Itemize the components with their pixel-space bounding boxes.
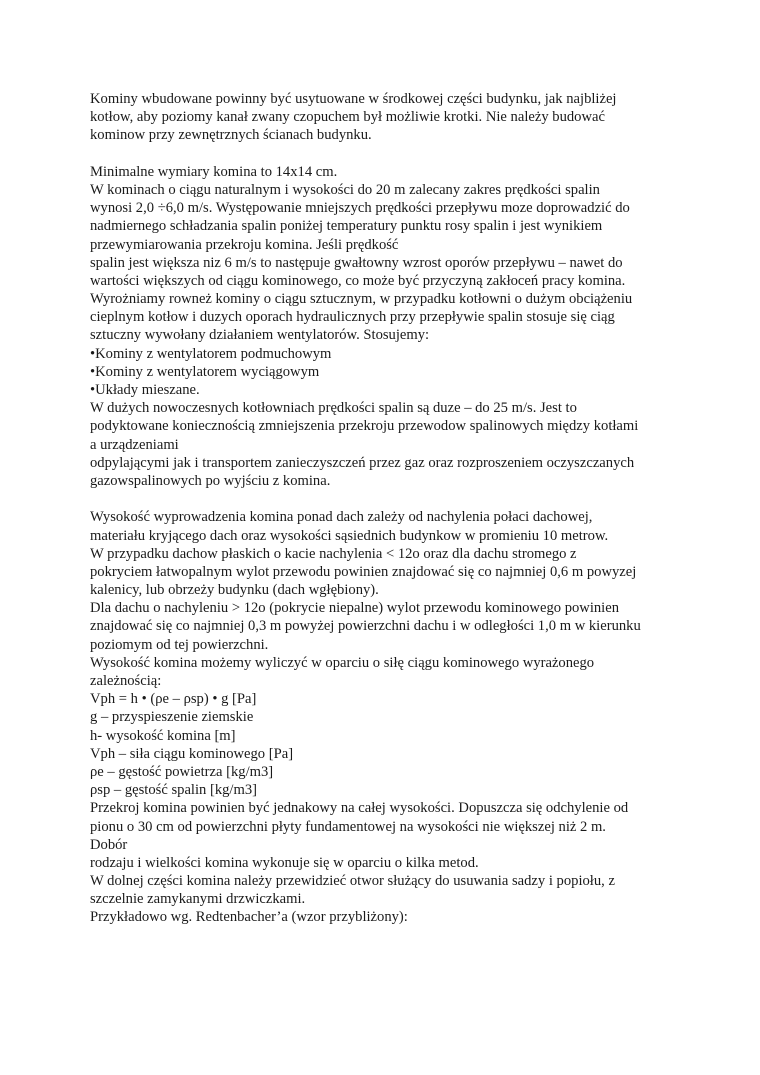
text-line: podyktowane koniecznością zmniejszenia przekroju przewodow spalinowych między kotłami bbox=[90, 418, 639, 435]
text-line: wartości większych od ciągu kominowego, co może być przyczyną zakłoceń pracy komina. bbox=[90, 272, 626, 289]
text-line: spalin jest większa niz 6 m/s to następuje gwałtowny wzrost oporów przepływu – nawet do bbox=[90, 254, 623, 271]
text-line: Kominy wbudowane powinny być usytuowane w środkowej części budynku, jak najbliżej bbox=[90, 91, 617, 107]
text-line: Dobór bbox=[90, 836, 128, 853]
text-line: Vph – siła ciągu kominowego [Pa] bbox=[90, 745, 294, 762]
text-line: Przykładowo wg. Redtenbacher’a (wzor przybliżony): bbox=[90, 909, 408, 926]
text-line: poziomym od tej powierzchni. bbox=[90, 636, 269, 653]
text-line: wynosi 2,0 ÷6,0 m/s. Występowanie mniejszych prędkości przepływu moze doprowadzić do bbox=[90, 200, 630, 217]
text-line: •Kominy z wentylatorem podmuchowym bbox=[90, 345, 332, 362]
text-line: h- wysokość komina [m] bbox=[90, 727, 236, 744]
text-line: cieplnym kotłow i duzych oporach hydraulicznych przy przepływie spalin stosuje się ciąg bbox=[90, 309, 615, 326]
text-line: W dużych nowoczesnych kotłowniach prędkości spalin są duze – do 25 m/s. Jest to bbox=[90, 400, 577, 417]
text-line: ρe – gęstość powietrza [kg/m3] bbox=[90, 763, 274, 780]
text-line: Wysokość komina możemy wyliczyć w oparciu o siłę ciągu kominowego wyrażonego bbox=[90, 654, 595, 671]
text-line: szczelnie zamykanymi drzwiczkami. bbox=[90, 891, 306, 908]
text-line: odpylającymi jak i transportem zanieczyszczeń przez gaz oraz rozproszeniem oczyszczanych bbox=[90, 454, 635, 471]
text-line: rodzaju i wielkości komina wykonuje się w oparciu o kilka metod. bbox=[90, 854, 479, 871]
text-line: Vph = h • (ρe – ρsp) • g [Pa] bbox=[90, 691, 257, 708]
text-line: gazowspalinowych po wyjściu z komina. bbox=[90, 472, 331, 489]
text-line: Dla dachu o nachyleniu > 12o (pokrycie niepalne) wylot przewodu kominowego powinien bbox=[90, 600, 620, 617]
text-line: •Układy mieszane. bbox=[90, 382, 200, 398]
text-line: Wyrożniamy rowneż kominy o ciągu sztucznym, w przypadku kotłowni o dużym obciążeniu bbox=[90, 291, 633, 308]
text-line: sztuczny wywołany działaniem wentylatorów. Stosujemy: bbox=[90, 327, 430, 344]
text-line: W dolnej części komina należy przewidzieć otwor służący do usuwania sadzy i popiołu, z bbox=[90, 873, 615, 890]
text-line: ρsp – gęstość spalin [kg/m3] bbox=[90, 782, 257, 799]
text-line: Przekroj komina powinien być jednakowy na całej wysokości. Dopuszcza się odchylenie od bbox=[90, 800, 629, 817]
text-line: •Kominy z wentylatorem wyciągowym bbox=[90, 363, 320, 380]
text-line: W przypadku dachow płaskich o kacie nachylenia < 12o oraz dla dachu stromego z bbox=[90, 545, 577, 562]
text-line: kotłow, aby poziomy kanał zwany czopuchem był możliwie krotki. Nie należy budować bbox=[90, 109, 605, 126]
text-line: g – przyspieszenie ziemskie bbox=[90, 709, 254, 726]
text-line: Minimalne wymiary komina to 14x14 cm. bbox=[90, 163, 338, 180]
text-line: materiału kryjącego dach oraz wysokości sąsiednich budynkow w promieniu 10 metrow. bbox=[90, 527, 609, 544]
text-line: kalenicy, lub obrzeży budynku (dach wgłębiony). bbox=[90, 582, 379, 599]
text-line: Wysokość wyprowadzenia komina ponad dach zależy od nachylenia połaci dachowej, bbox=[90, 509, 593, 526]
document-page bbox=[90, 90, 730, 927]
text-line: nadmiernego schładzania spalin poniżej temperatury punktu rosy spalin i jest wynikiem bbox=[90, 218, 603, 235]
blank-line bbox=[90, 145, 730, 163]
text-line: pokryciem łatwopalnym wylot przewodu powinien znajdować się co najmniej 0,6 m powyzej bbox=[90, 563, 637, 580]
text-line: przewymiarowania przekroju komina. Jeśli prędkość bbox=[90, 236, 399, 253]
blank-line bbox=[90, 490, 730, 508]
text-line: znajdować się co najmniej 0,3 m powyżej powierzchni dachu i w odległości 1,0 m w kierunku bbox=[90, 618, 641, 635]
text-line: W kominach o ciągu naturalnym i wysokości do 20 m zalecany zakres prędkości spalin bbox=[90, 181, 600, 198]
text-line: pionu o 30 cm od powierzchni płyty fundamentowej na wysokości nie większej niż 2 m. bbox=[90, 818, 606, 835]
text-line: zależnością: bbox=[90, 673, 162, 689]
text-line: a urządzeniami bbox=[90, 436, 179, 453]
text-line: kominow przy zewnętrznych ścianach budynku. bbox=[90, 127, 372, 144]
